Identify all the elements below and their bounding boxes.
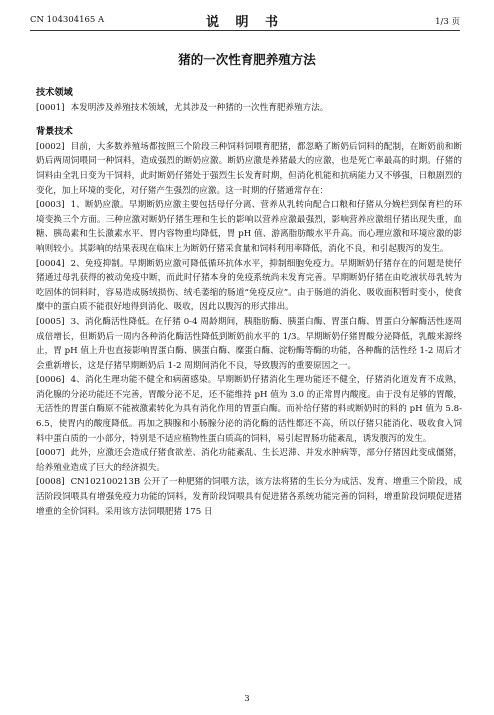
paragraph-0006 bbox=[36, 373, 462, 446]
paragraph-number: [0003] bbox=[36, 200, 65, 211]
header-rule bbox=[30, 30, 460, 31]
section-heading-field: 技术领域 bbox=[36, 87, 73, 98]
paragraph-0002 bbox=[36, 140, 462, 198]
patent-number: CN 104304165 A bbox=[30, 15, 105, 25]
paragraph-0007 bbox=[36, 446, 462, 475]
document-body bbox=[36, 86, 462, 519]
document-title: 猪的一次性育肥养殖方法 bbox=[178, 52, 316, 67]
paragraph-text: 此外，应激还会造成仔猪食欲差、消化功能紊乱、生长迟滞、并发水肿病等，部分仔猪因此变成僵猪，给养殖业造成了巨大的经济损失。 bbox=[36, 448, 462, 473]
paragraph-number: [0006] bbox=[36, 375, 65, 386]
paragraph-number: [0007] bbox=[36, 448, 65, 459]
paragraph-0001 bbox=[36, 101, 462, 116]
paragraph-0004 bbox=[36, 257, 462, 315]
paragraph-number: [0002] bbox=[36, 141, 65, 152]
paragraph-number: [0004] bbox=[36, 258, 65, 269]
page-header bbox=[30, 10, 460, 32]
page-number: 3 bbox=[244, 694, 250, 704]
paragraph-text: CN102100213B 公开了一种肥猪的饲喂方法，该方法将猪的生长分为成活、发育、增重三个阶段，成活阶段饲喂具有增强免疫力功能的饲料，发育阶段饲喂具有促进猪各系统功能完善的饲料，增重阶段饲喂促进猪增重的全价饲料。采用该方法饲喂肥猪 175 日 bbox=[36, 477, 462, 517]
paragraph-0008 bbox=[36, 475, 462, 519]
paragraph-text: 本发明涉及养殖技术领域，尤其涉及一种猪的一次性育肥养殖方法。 bbox=[70, 102, 329, 113]
paragraph-number: [0001] bbox=[36, 102, 65, 113]
paragraph-text: 2、免疫抑制。早期断奶应激可降低循环抗体水平，抑制细胞免疫力。早期断奶仔猪存在的问题是使仔猪通过母乳获得的被动免疫中断，而此时仔猪本身的免疫系统尚未发育完善。早期断奶仔猪在由吃液状母乳转为吃固体的饲料时，容易造成肠绒损伤、绒毛萎缩的肠道“免疫反应”。由于肠道的消化、吸收面积暂时变小，使食糜中的蛋白质不能很好地得到消化、吸收，因此以腹泻的形式排出。 bbox=[36, 258, 462, 313]
paragraph-text: 3、消化酶活性降低。在仔猪 0-4 周龄期间，胰脂肪酶、胰蛋白酶、胃蛋白酶、胃蛋白分解酶活性逐周成倍增长，但断奶后一周内各种消化酶活性降低到断奶前水平的 1/3。早期断奶仔猪胃酸分泌降低，乳酸来源终止，胃 pH 值上升也直接影响胃蛋白酶、胰蛋白酶、糜蛋白酶、淀粉酶等酶的功能，各种酶的活性经 1-2 周后才会重新增长，这是仔猪早期断奶后 1-2 周期间消化不良，导致腹泻的重要原因之一。 bbox=[36, 316, 462, 371]
document-type: 说 明 书 bbox=[205, 15, 285, 30]
paragraph-number: [0008] bbox=[36, 477, 65, 488]
paragraph-number: [0005] bbox=[36, 316, 65, 327]
paragraph-text: 1、断奶应激。早期断奶应激主要包括母仔分离、营养从乳转向配合口粮和仔猪从分娩栏到保育栏的环境变换三个方面。三种应激对断奶仔猪生理和生长的影响以营养应激最强烈，影响营养应激组仔猪出现失重，血糖、胰岛素和生长激素水平、胃内容物重均降低，胃 pH 值、游离脂肪酸水平升高。而心理应激和环境应激的影响则较小。其影响的结果表现在临床上为断奶仔猪采食量和饲料利用率降低，消化不良，和引起腹泻的发生。 bbox=[36, 200, 462, 254]
paragraph-0003 bbox=[36, 198, 462, 256]
paragraph-text: 目前，大多数养殖场都按照三个阶段三种饲料饲喂育肥猪，都忽略了断奶后饲料的配制，在断奶前和断奶后两周饲喂同一种饲料，造成强烈的断奶应激。断奶应激是养猪最大的应激，也是死亡率最高的时期。仔猪的饲料由全乳日变为干饲料，此时断奶仔猪处于强烈生长发育时期，但消化机能和抗病能力又不够强，日粮剧烈的变化，加上环境的变化，对仔猪产生强烈的应激。这一时期的仔猪通常存在： bbox=[36, 141, 462, 196]
paragraph-0005 bbox=[36, 315, 462, 373]
page-indicator: 1/3 页 bbox=[435, 17, 460, 27]
section-heading-background: 背景技术 bbox=[36, 126, 73, 138]
paragraph-text: 4、消化生理功能不健全和病菌感染。早期断奶仔猪消化生理功能还不健全，仔猪消化道发育不成熟，消化腺的分泌功能还不完善，胃酸分泌不足，还不能维持 pH 值为 3.0 的正常胃内酸度。由于没有足够的胃酸，无活性的胃蛋白酶原不能被激素转化为具有消化作用的胃蛋白酶。而补给仔猪的料或断奶时的料的 pH 值为 5.8-6.5，使胃内的酸度降低。再加之胰腺和小肠腺分泌的消化酶的活性都还不高，所以仔猪只能消化、吸收食入饲料中蛋白质的一小部分，特别是不适应植物性蛋白质高的饲料，易引起胃肠功能紊乱，诱发腹泻的发生。 bbox=[36, 375, 462, 444]
